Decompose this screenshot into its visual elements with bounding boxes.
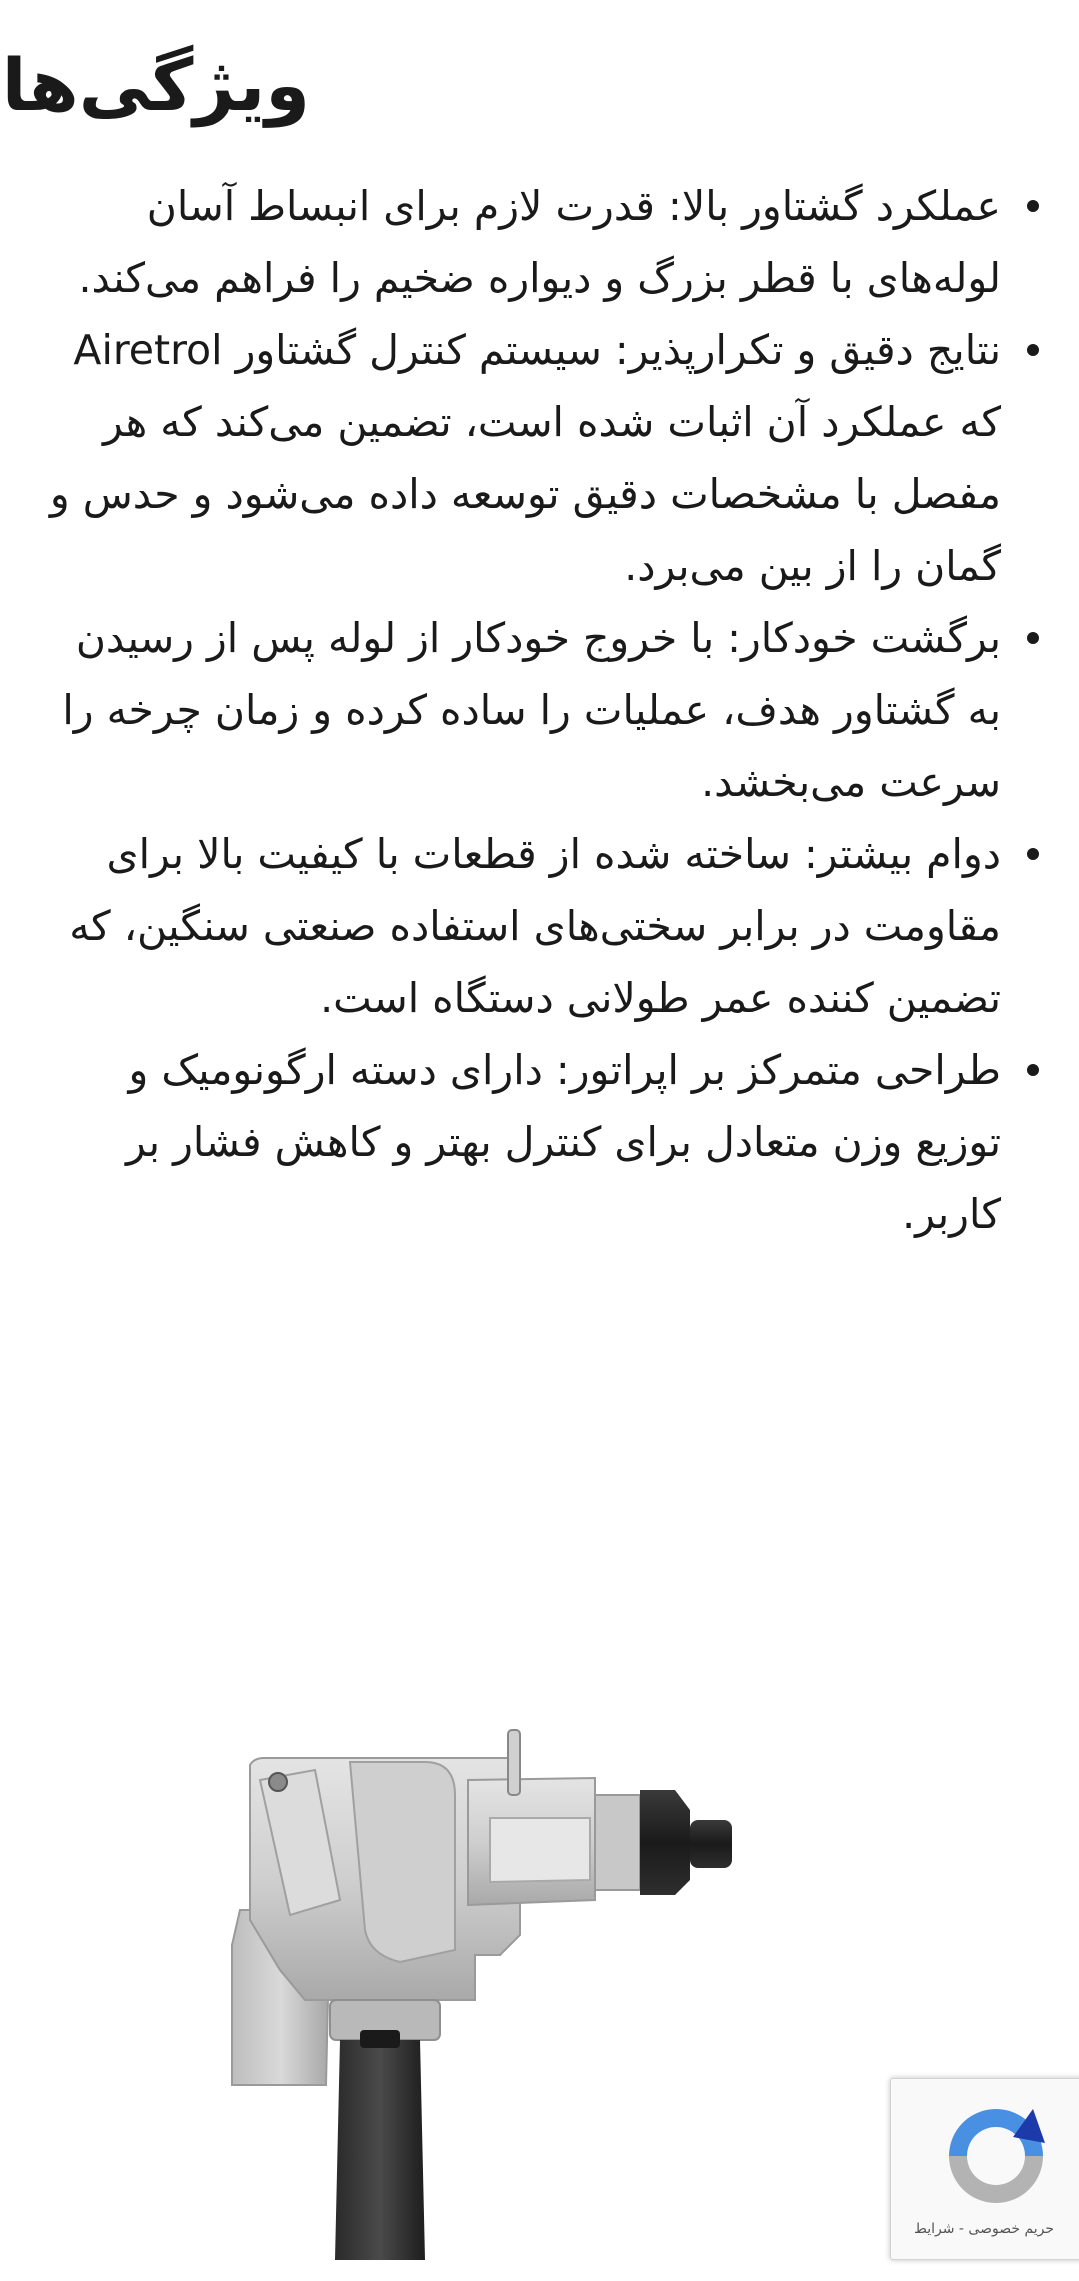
list-item	[41, 1034, 1039, 1250]
feature-text: عملکرد گشتاور بالا: قدرت لازم برای انبساط آسان لوله‌های با قطر بزرگ و دیواره ضخیم را فراهم می‌کند.	[78, 182, 1001, 302]
links-separator: -	[954, 2221, 969, 2237]
list-item	[41, 314, 1039, 602]
pneumatic-tube-expander-tool-icon	[220, 1700, 960, 2260]
feature-text: برگشت خودکار: با خروج خودکار از لوله پس از رسیدن به گشتاور هدف، عملیات را ساده کرده و زمان چرخه را سرعت می‌بخشد.	[62, 614, 1001, 806]
privacy-link[interactable]: حریم خصوصی	[968, 2221, 1055, 2237]
bullet-icon	[1027, 344, 1039, 356]
recaptcha-badge[interactable]	[890, 2078, 1079, 2260]
bullet-icon	[1027, 632, 1039, 644]
list-item	[41, 602, 1039, 818]
terms-link[interactable]: شرایط	[913, 2221, 955, 2237]
features-list	[41, 170, 1039, 1250]
recaptcha-logo-icon	[941, 2101, 1051, 2211]
product-image	[220, 1700, 960, 2260]
page-title: ویژگی‌ها	[1, 43, 310, 127]
bullet-icon	[1027, 848, 1039, 860]
list-item	[41, 170, 1039, 314]
feature-text: نتایج دقیق و تکرارپذیر: سیستم کنترل گشتاور Airetrol که عملکرد آن اثبات شده است، تضمین می‌کند که هر مفصل با مشخصات دقیق توسعه داده می‌شود و حدس و گمان را از بین می‌برد.	[49, 326, 1001, 590]
list-item	[41, 818, 1039, 1034]
bullet-icon	[1027, 200, 1039, 212]
bullet-icon	[1027, 1064, 1039, 1076]
recaptcha-links	[899, 2221, 1069, 2237]
feature-text: دوام بیشتر: ساخته شده از قطعات با کیفیت بالا برای مقاومت در برابر سختی‌های استفاده صنعتی سنگین، که تضمین کننده عمر طولانی دستگاه است.	[69, 830, 1001, 1022]
feature-text: طراحی متمرکز بر اپراتور: دارای دسته ارگونومیک و توزیع وزن متعادل برای کنترل بهتر و کاهش فشار بر کاربر.	[126, 1046, 1001, 1238]
